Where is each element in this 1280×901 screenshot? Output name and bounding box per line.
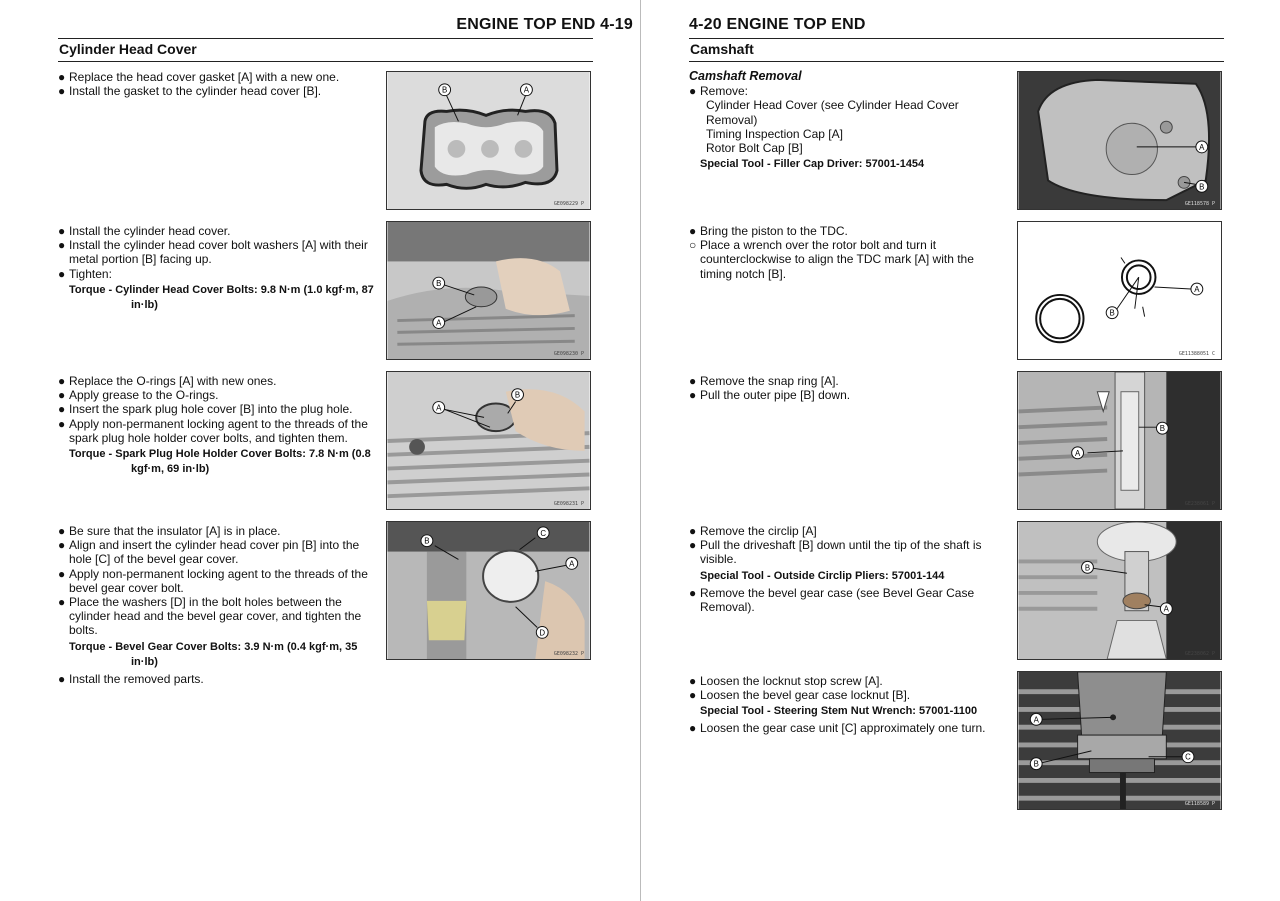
- figure-code: GE098232 P: [553, 651, 584, 657]
- instruction-block: [58, 224, 378, 315]
- callout-label: A: [523, 85, 530, 95]
- page-divider: [640, 0, 641, 901]
- list-item: ● Loosen the gear case unit [C] approximately one turn.: [689, 721, 986, 736]
- figure-head-cover-bolts: [386, 221, 591, 360]
- torque-spec: Torque - Bevel Gear Cover Bolts: 3.9 N·m (0.4 kgf·m, 35 in·lb): [69, 640, 358, 668]
- list-item: ● Remove:: [689, 84, 749, 99]
- instruction-block: [689, 69, 1009, 174]
- left-page-header: ENGINE TOP END 4-19: [456, 16, 633, 33]
- callout-label: B: [1159, 424, 1166, 434]
- list-item: ● Apply non-permanent locking agent to the threads of the bevel gear cover bolt.: [58, 566, 368, 595]
- callout-label: B: [514, 390, 521, 400]
- figure-image: [1018, 222, 1221, 359]
- figure-image: [1018, 72, 1221, 209]
- list-item: ● Place the washers [D] in the bolt holes between the cylinder head and the bevel gear cover, and tighten the bolts.: [58, 595, 362, 638]
- figure-code: GE118589 P: [1184, 801, 1215, 807]
- sub-list-item: Cylinder Head Cover (see Cylinder Head Cover Removal): [706, 98, 959, 127]
- section-rule: [689, 61, 1224, 62]
- figure-code: GE118578 P: [1184, 201, 1215, 207]
- list-item: ● Apply grease to the O-rings.: [58, 388, 219, 403]
- list-item: ● Pull the outer pipe [B] down.: [689, 388, 851, 403]
- list-item: ● Insert the spark plug hole cover [B] into the plug hole.: [58, 402, 353, 417]
- list-item: ● Install the cylinder head cover.: [58, 224, 231, 238]
- section-title: Camshaft: [690, 41, 754, 57]
- instruction-block: [58, 70, 378, 98]
- list-item: ● Pull the driveshaft [B] down until the tip of the shaft is visible.: [689, 538, 982, 567]
- figure-image: [387, 372, 590, 509]
- list-item: ● Align and insert the cylinder head cover pin [B] into the hole [C] of the bevel gear cover.: [58, 538, 360, 567]
- figure-spark-plug-cover: [386, 371, 591, 510]
- section-title: Cylinder Head Cover: [59, 41, 197, 57]
- right-page: [689, 0, 1264, 901]
- figure-code: GE238062 P: [1184, 651, 1215, 657]
- figure-code: GE098231 P: [553, 501, 584, 507]
- figure-bevel-gear-cover: [386, 521, 591, 660]
- figure-image: [1018, 372, 1221, 509]
- instruction-block: [58, 524, 378, 686]
- list-item: ● Replace the O-rings [A] with new ones.: [58, 374, 277, 388]
- list-item: ● Apply non-permanent locking agent to the threads of the spark plug hole holder cover bolts, and tighten them.: [58, 416, 368, 445]
- figure-timing-caps: [1017, 71, 1222, 210]
- callout-label: B: [1033, 759, 1039, 769]
- figure-image: [1018, 672, 1221, 809]
- list-item: ● Remove the bevel gear case (see Bevel Gear Case Removal).: [689, 585, 975, 614]
- callout-label: A: [436, 318, 442, 328]
- left-page: [58, 0, 633, 901]
- figure-code: GE11388051 C: [1178, 351, 1215, 357]
- sub-list-item: Rotor Bolt Cap [B]: [706, 141, 803, 156]
- instruction-block: [689, 374, 1009, 402]
- callout-label: A: [569, 559, 575, 569]
- header-rule: [58, 38, 593, 39]
- sub-list-item: Timing Inspection Cap [A]: [706, 126, 843, 141]
- list-item: ● Install the gasket to the cylinder head cover [B].: [58, 84, 322, 99]
- list-item: ● Install the cylinder head cover bolt washers [A] with their metal portion [B] facing up.: [58, 238, 368, 267]
- subheading: Camshaft Removal: [689, 69, 802, 83]
- figure-image: [1018, 522, 1221, 659]
- callout-label: A: [1199, 142, 1205, 152]
- instruction-block: [58, 374, 378, 479]
- figure-code: GE098229 P: [553, 201, 584, 207]
- callout-label: A: [436, 403, 442, 413]
- figure-bevel-gear-case: [1017, 671, 1222, 810]
- figure-head-cover-gasket: [386, 71, 591, 210]
- figure-outer-pipe: [1017, 371, 1222, 510]
- list-item: ● Bring the piston to the TDC.: [689, 224, 848, 238]
- instruction-block: [689, 674, 1009, 736]
- callout-label: A: [1163, 604, 1169, 614]
- callout-label: B: [1109, 308, 1115, 318]
- list-item: ● Install the removed parts.: [58, 671, 204, 686]
- list-item: ● Be sure that the insulator [A] is in place.: [58, 524, 281, 538]
- callout-label: D: [539, 628, 546, 638]
- section-rule: [58, 61, 593, 62]
- torque-spec: Torque - Cylinder Head Cover Bolts: 9.8 N·m (1.0 kgf·m, 87 in·lb): [69, 283, 374, 311]
- torque-spec: Torque - Spark Plug Hole Holder Cover Bolts: 7.8 N·m (0.8 kgf·m, 69 in·lb): [69, 448, 371, 476]
- special-tool: Special Tool - Outside Circlip Pliers: 57001-144: [700, 569, 945, 582]
- list-item: ○ Place a wrench over the rotor bolt and turn it counterclockwise to align the TDC mark [A] with the timing notch [B].: [689, 238, 974, 281]
- list-item: ● Remove the snap ring [A].: [689, 374, 839, 388]
- figure-image: [387, 522, 590, 659]
- figure-driveshaft: [1017, 521, 1222, 660]
- list-item: ● Remove the circlip [A]: [689, 524, 817, 538]
- header-rule: [689, 38, 1224, 39]
- callout-label: B: [424, 536, 430, 546]
- callout-label: B: [1199, 182, 1205, 192]
- callout-label: A: [1194, 284, 1200, 294]
- special-tool: Special Tool - Steering Stem Nut Wrench: 57001-1100: [700, 705, 978, 718]
- figure-image: [387, 72, 590, 209]
- callout-label: B: [1084, 563, 1091, 573]
- instruction-block: [689, 224, 1009, 281]
- callout-label: B: [442, 85, 448, 95]
- figure-code: GE238061 P: [1184, 501, 1215, 507]
- callout-label: A: [1033, 715, 1039, 725]
- right-page-header: 4-20 ENGINE TOP END: [689, 16, 866, 33]
- instruction-block: [689, 524, 1009, 614]
- list-item: ● Loosen the bevel gear case locknut [B].: [689, 688, 911, 703]
- figure-image: [387, 222, 590, 359]
- callout-label: A: [1074, 448, 1081, 458]
- figure-code: GE098230 P: [553, 351, 584, 357]
- figure-tdc-mark: [1017, 221, 1222, 360]
- list-item: ● Replace the head cover gasket [A] with a new one.: [58, 70, 340, 84]
- callout-label: C: [1185, 752, 1191, 762]
- callout-label: B: [436, 279, 442, 289]
- list-item: ● Loosen the locknut stop screw [A].: [689, 674, 883, 688]
- callout-label: C: [540, 528, 547, 538]
- list-item: ● Tighten:: [58, 266, 112, 281]
- special-tool: Special Tool - Filler Cap Driver: 57001-1454: [700, 158, 925, 171]
